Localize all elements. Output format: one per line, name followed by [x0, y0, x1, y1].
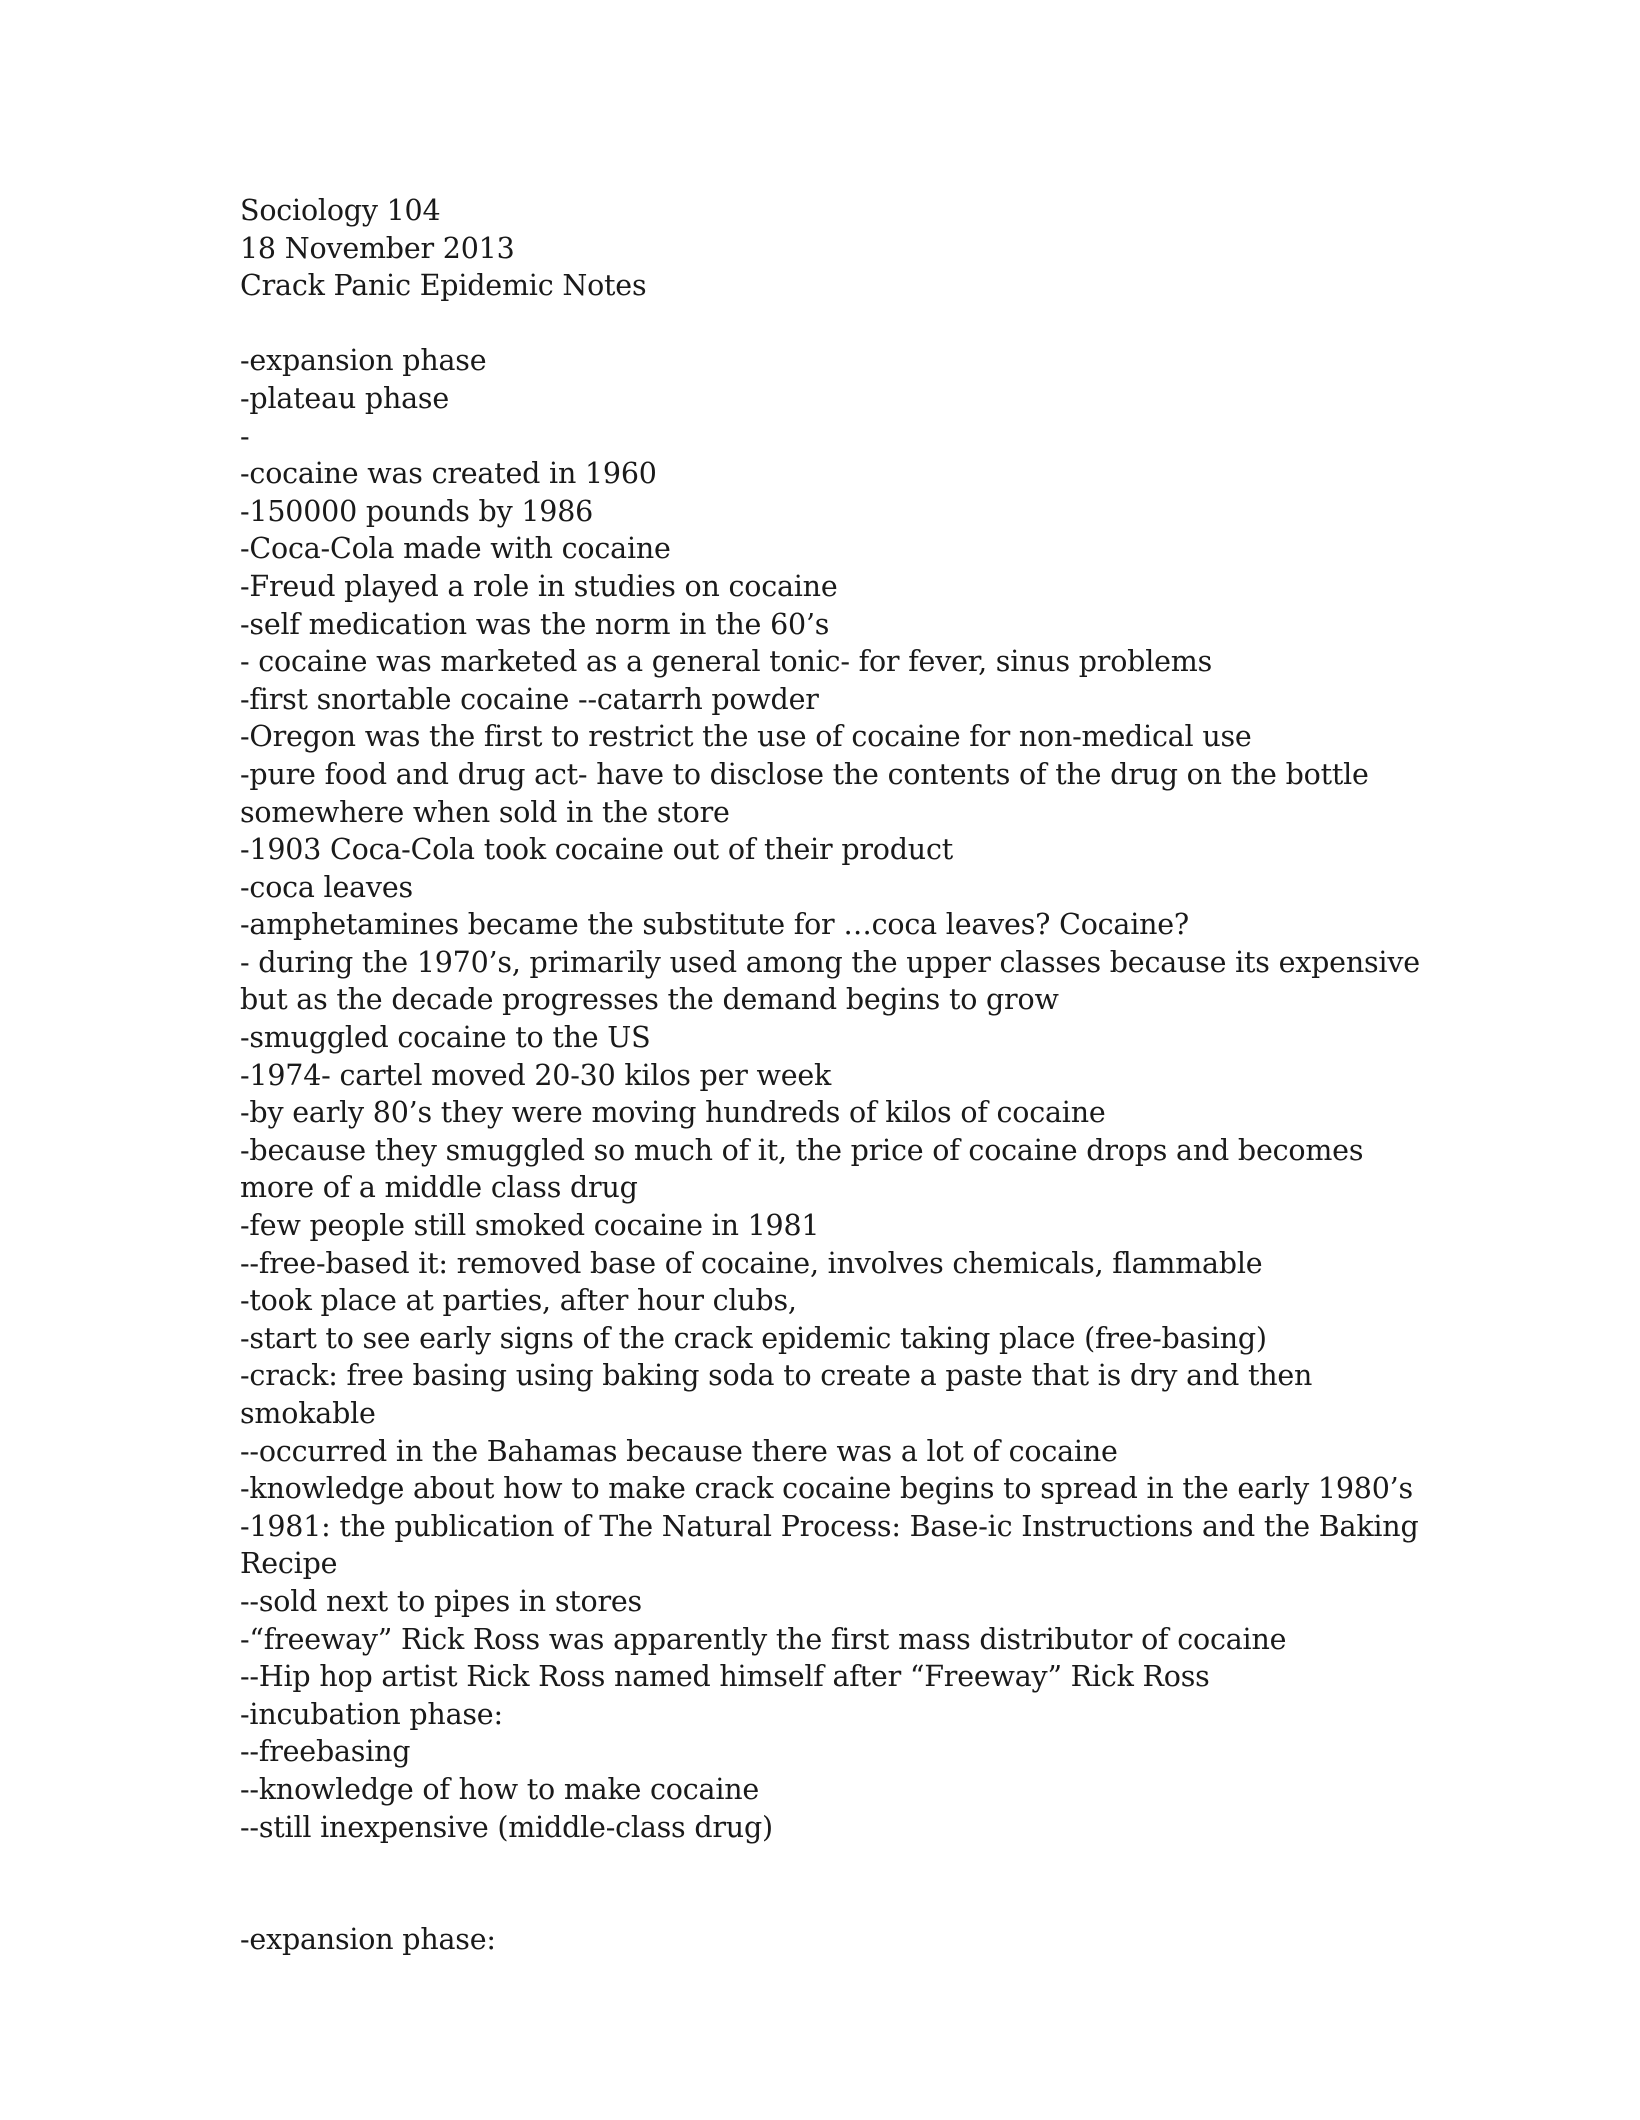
note-line: - cocaine was marketed as a general tonic- for fever, sinus problems: [240, 645, 1213, 679]
note-line: -incubation phase:: [240, 1697, 503, 1731]
course-name: Sociology 104: [240, 194, 441, 227]
note-line: --still inexpensive (middle-class drug): [240, 1810, 773, 1844]
note-line: -cocaine was created in 1960: [240, 457, 657, 491]
note-line: -Oregon was the first to restrict the use of cocaine for non-medical use: [240, 720, 1252, 754]
document-date: 18 November 2013: [240, 231, 515, 265]
note-line: --Hip hop artist Rick Ross named himself after “Freeway” Rick Ross: [240, 1660, 1210, 1694]
note-line: -1903 Coca-Cola took cocaine out of their product: [240, 833, 953, 867]
note-line: -smuggled cocaine to the US: [240, 1021, 651, 1055]
note-line: -pure food and drug act- have to disclose the contents of the drug on the bottle somewhere when sold in the store: [240, 757, 1378, 829]
note-line: -Coca-Cola made with cocaine: [240, 532, 671, 566]
note-line: -Freud played a role in studies on cocaine: [240, 569, 838, 603]
blank-line: [240, 305, 1420, 343]
note-line: --freebasing: [240, 1735, 411, 1769]
note-line: -1974- cartel moved 20-30 kilos per week: [240, 1058, 832, 1092]
note-line: --knowledge of how to make cocaine: [240, 1772, 760, 1806]
blank-lines: [240, 1846, 1420, 1921]
note-line: -self medication was the norm in the 60’s: [240, 607, 830, 641]
phase-line: -expansion phase: [240, 344, 487, 378]
note-line: -took place at parties, after hour clubs,: [240, 1284, 797, 1318]
note-line: -start to see early signs of the crack epidemic taking place (free-basing): [240, 1321, 1267, 1355]
note-line: -“freeway” Rick Ross was apparently the first mass distributor of cocaine: [240, 1622, 1287, 1656]
note-line: --occurred in the Bahamas because there was a lot of cocaine: [240, 1434, 1118, 1468]
note-line: -first snortable cocaine --catarrh powder: [240, 682, 819, 716]
note-line: -knowledge about how to make crack cocaine begins to spread in the early 1980’s: [240, 1472, 1413, 1506]
note-line: -1981: the publication of The Natural Process: Base-ic Instructions and the Baking Recipe: [240, 1509, 1428, 1581]
notes-body: [240, 192, 1429, 1959]
notes-list: [240, 455, 1429, 1846]
note-line: -few people still smoked cocaine in 1981: [240, 1209, 820, 1243]
note-line: -coca leaves: [240, 870, 413, 904]
note-line: - during the 1970’s, primarily used among the upper classes because its expensive but as the decade progresses the demand begins to grow: [240, 945, 1429, 1017]
phase-line: -plateau phase: [240, 381, 449, 415]
note-line: --free-based it: removed base of cocaine, involves chemicals, flammable: [240, 1246, 1263, 1280]
note-line: -crack: free basing using baking soda to create a paste that is dry and then smokable: [240, 1359, 1322, 1430]
document-title: Crack Panic Epidemic Notes: [240, 269, 647, 303]
phase-line: -: [240, 419, 250, 453]
note-line: -because they smuggled so much of it, the price of cocaine drops and becomes more of a middle class drug: [240, 1133, 1373, 1205]
expansion-phase-heading: -expansion phase:: [240, 1923, 496, 1957]
note-line: -by early 80’s they were moving hundreds of kilos of cocaine: [240, 1096, 1106, 1130]
note-line: -amphetamines became the substitute for …coca leaves? Cocaine?: [240, 908, 1190, 942]
note-line: -150000 pounds by 1986: [240, 494, 594, 528]
note-line: --sold next to pipes in stores: [240, 1584, 642, 1618]
